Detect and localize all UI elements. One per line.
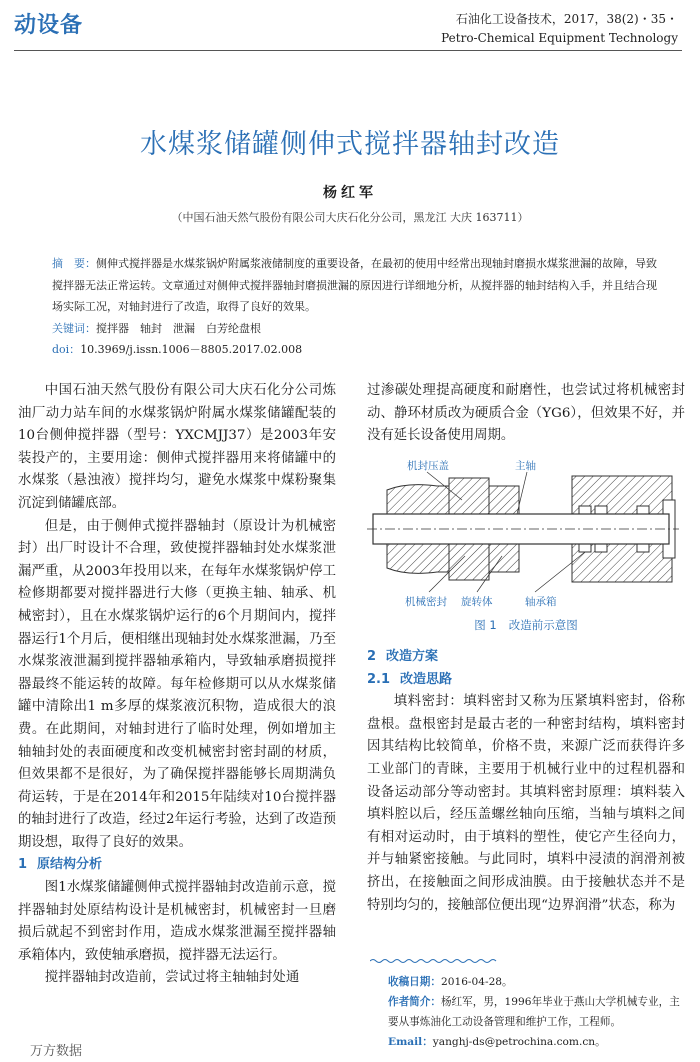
body-paragraph: 搅拌器轴封改造前，尝试过将主轴轴封处通 — [44, 970, 300, 986]
section-tag: 动设备 — [14, 13, 84, 38]
keywords-list: 搅拌器 轴封 泄漏 白芳纶盘根 — [96, 321, 261, 335]
article-author: 杨红军 — [323, 185, 377, 201]
label-mech-seal: 机械密封 — [405, 596, 447, 608]
caption-number: 图 1 — [474, 618, 497, 632]
keywords — [52, 318, 664, 340]
doi-label: doi： — [52, 343, 81, 356]
body-paragraph: 但是，由于侧伸式搅拌器轴封（原设计为机械密封）出厂时设计不合理，致使搅拌器轴封处水煤浆泄漏严重，从2003年投用以来，在每年水煤浆锅炉停工检修期都要对搅拌器进行大修（更换主轴、轴承、机械密封），且在水煤浆锅炉运行的6个月期间内，搅拌器运行1个月后，便相继出现轴封处水煤浆泄漏，乃至水煤浆液泄漏到搅拌器轴承箱内，导致轴承磨损搅拌器最终不能运转的故障。每年检修期可以从水煤浆储罐中清除出1 m多厚的煤浆液沉积物，造成很大的浪费。在此期间，对轴封进行了临时处理，例如增加主轴轴封处的表面硬度和改变机械密封密封副的材质，但效果都不是很好，为了确保搅拌器能够长周期满负荷运转，于是在2014年和2015年陆续对10台搅拌器的轴封进行了改造，经过2年运行考验，达到了改造预期设想，取得了良好的效果。 — [18, 518, 336, 850]
figure-1-caption — [367, 617, 685, 633]
bio-label: 作者简介： — [388, 996, 441, 1008]
journal-english-name: Petro-Chemical Equipment Technology — [441, 31, 678, 45]
label-bearing-box: 轴承箱 — [525, 596, 557, 608]
header-rule — [14, 50, 682, 51]
label-rotor: 旋转体 — [461, 596, 493, 608]
body-paragraph: 过渗碳处理提高硬度和耐磨性，也尝试过将机械密封动、静环材质改为硬质合金（YG6），但效果不好，并没有延长设备使用周期。 — [367, 383, 685, 444]
abstract-text — [52, 253, 664, 318]
section-heading-2-1 — [367, 669, 685, 692]
journal-info — [441, 10, 678, 48]
right-column-body — [367, 646, 685, 917]
label-gland: 机封压盖 — [407, 460, 449, 472]
received-value: 2016-04-28。 — [440, 976, 513, 988]
abstract-block — [52, 253, 664, 361]
section-title: 改造思路 — [400, 671, 453, 687]
right-column-top — [367, 380, 685, 448]
journal-citation: 石油化工设备技术，2017，38(2)・35・ — [455, 12, 678, 26]
left-column — [18, 380, 336, 1052]
section-number: 1 — [18, 857, 28, 873]
keywords-label: 关键词： — [52, 321, 96, 335]
abstract-body: 侧伸式搅拌器是水煤浆锅炉附属浆液储制度的重要设备，在最初的使用中经常出现轴封磨损水煤浆泄漏的故障，导致搅拌器无法正常运转。文章通过对侧伸式搅拌器轴封磨损泄漏的原因进行详细地分析，从搅拌器的轴封结构入手，并且结合现场实际工况，对轴封进行了改造，取得了良好的效果。 — [52, 257, 657, 313]
section-title: 原结构分析 — [37, 857, 103, 873]
body-paragraph: 中国石油天然气股份有限公司大庆石化分公司炼油厂动力站车间的水煤浆锅炉附属水煤浆储罐配装的10台侧伸搅拌器（型号：YXCMJJ37）是2003年安装投产的，主要用途：侧伸式搅拌器用来将储罐中的水煤浆（悬浊液）搅拌均匀，避免水煤浆中煤粉聚集沉淀到储罐底部。 — [18, 383, 336, 511]
doi-value[interactable]: 10.3969/j.issn.1006－8805.2017.02.008 — [80, 343, 303, 356]
received-label: 收稿日期： — [388, 976, 441, 988]
body-paragraph: 填料密封：填料密封又称为压紧填料密封，俗称盘根。盘根密封是最古老的一种密封结构，填料密封因其结构比较简单，价格不贵，来源广泛而获得许多工业部门的青睐，主要用于机械行业中的过程机器和设备运动部分等动密封。其填料密封原理：填料装入填料腔以后，经压盖螺丝轴向压缩，当轴与填料之间有相对运动时，由于填料的塑性，使它产生径向力，并与轴紧密接触。与此同时，填料中浸渍的润滑剂被挤出，在接触面之间形成油膜。由于接触状态并不是特别均匀的，接触部位便出现“边界润滑”状态，称为 — [367, 694, 685, 913]
footnote-separator — [370, 958, 500, 964]
main-shaft — [367, 514, 679, 544]
doi — [52, 339, 664, 361]
caption-text: 改造前示意图 — [508, 618, 578, 632]
received-date — [388, 972, 688, 992]
author-bio — [388, 992, 688, 1032]
abstract-label: 摘 要： — [52, 257, 96, 270]
section-heading-2 — [367, 646, 685, 669]
figure-1-diagram — [367, 456, 687, 614]
section-number: 2 — [367, 649, 377, 664]
section-heading-1 — [18, 854, 336, 877]
watermark: 万方数据 — [30, 1044, 83, 1059]
author-email — [388, 1032, 688, 1052]
body-paragraph: 图1水煤浆储罐侧伸式搅拌器轴封改造前示意，搅拌器轴封处原结构设计是机械密封，机械密封一旦磨损后就起不到密封作用，造成水煤浆泄漏至搅拌器轴承箱体内，致使轴承磨损，搅拌器无法运行。 — [18, 880, 336, 963]
email-label: Email： — [388, 1036, 433, 1048]
section-title: 改造方案 — [386, 649, 439, 664]
email-value[interactable]: yanghj-ds@petrochina.com.cn。 — [432, 1036, 606, 1048]
label-main-shaft: 主轴 — [515, 460, 536, 472]
author-affiliation: （中国石油天然气股份有限公司大庆石化分公司，黑龙江 大庆 163711） — [171, 211, 529, 224]
bio-value: 杨红军，男，1996年毕业于燕山大学机械专业，主要从事炼油化工动设备管理和维护工作，工程师。 — [388, 996, 680, 1028]
article-title: 水煤浆储罐侧伸式搅拌器轴封改造 — [140, 129, 560, 160]
section-number: 2.1 — [367, 671, 391, 687]
footnote — [388, 972, 688, 1052]
